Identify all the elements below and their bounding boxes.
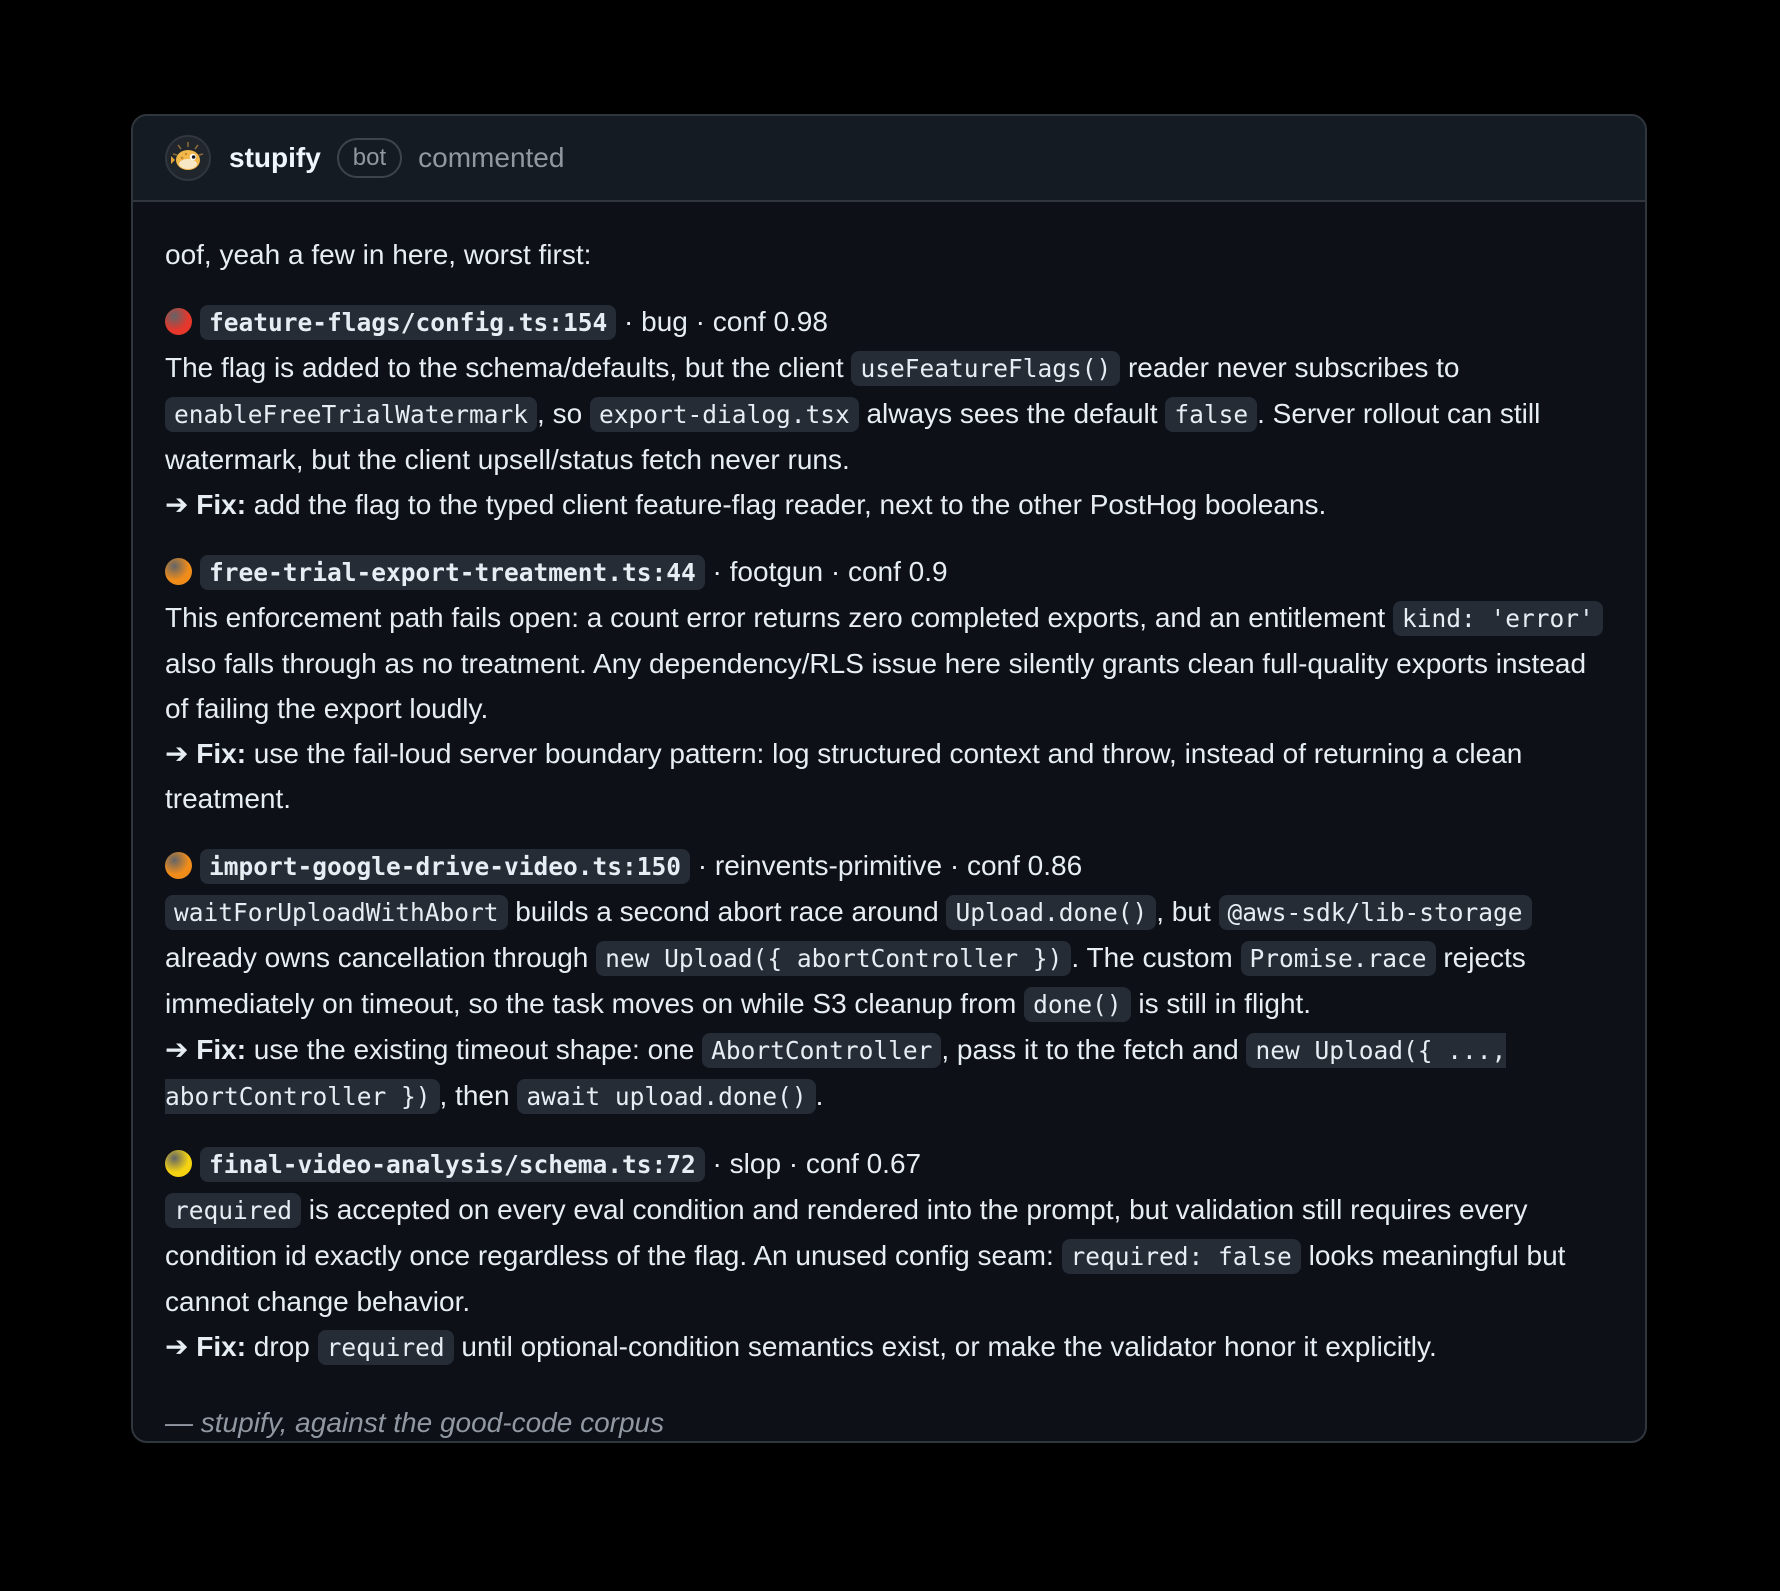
- issue-text: reader never subscribes to: [1120, 352, 1460, 383]
- fix-text: add the flag to the typed client feature-flag reader, next to the other PostHog booleans.: [246, 489, 1327, 520]
- fix-label: Fix:: [196, 1034, 247, 1065]
- issue-description: [165, 345, 1613, 482]
- issue-text: The flag is added to the schema/defaults, but the client: [165, 352, 852, 383]
- issue-description: [165, 1187, 1613, 1324]
- issue-location: free-trial-export-treatment.ts:44: [200, 555, 705, 590]
- issue-text: is accepted on every eval condition and rendered into the prompt, but validation still requires every condition id exactly once regardless of the flag. An unused config seam:: [165, 1194, 1528, 1271]
- issue-text: also falls through as no treatment. Any dependency/RLS issue here silently grants clean full-quality exports instead of failing the export loudly.: [165, 648, 1587, 724]
- issue-text: rejects immediately on timeout, so the task moves on while S3 cleanup from: [165, 942, 1526, 1019]
- issue-heading: [165, 1141, 1613, 1187]
- arrow-right-icon: ➔: [165, 738, 189, 769]
- issue-item: [165, 299, 1613, 527]
- fix-text: .: [815, 1080, 824, 1111]
- comment-action: commented: [418, 142, 565, 173]
- issue-fix: [165, 1324, 1613, 1370]
- issue-heading: [165, 299, 1613, 345]
- issue-item: [165, 549, 1613, 821]
- bot-badge: bot: [337, 138, 402, 178]
- issue-text: always sees the default: [858, 398, 1166, 429]
- fix-text: until optional-condition semantics exist, or make the validator honor it explicitly.: [453, 1331, 1437, 1362]
- arrow-right-icon: ➔: [165, 489, 189, 520]
- issue-text: is still in flight.: [1130, 988, 1312, 1019]
- fix-text: , then: [439, 1080, 518, 1111]
- inline-code: required: false: [1062, 1239, 1301, 1274]
- fix-label: Fix:: [196, 1331, 247, 1362]
- inline-code: kind: 'error': [1393, 601, 1603, 636]
- issue-heading: [165, 549, 1613, 595]
- inline-code: AbortController: [702, 1033, 941, 1068]
- comment-signature: — stupify, against the good-code corpus: [165, 1407, 665, 1438]
- issue-fix: [165, 731, 1613, 821]
- inline-code: required: [318, 1330, 454, 1365]
- fix-text: , pass it to the fetch and: [941, 1034, 1247, 1065]
- issue-text: . Server rollout can still watermark, but the client upsell/status fetch never runs.: [165, 398, 1541, 475]
- inline-code: required: [165, 1193, 301, 1228]
- comment-card: [131, 114, 1647, 1443]
- arrow-right-icon: ➔: [165, 1034, 189, 1065]
- inline-code: false: [1165, 397, 1257, 432]
- issue-text: already owns cancellation through: [165, 942, 597, 973]
- issue-description: [165, 595, 1613, 731]
- comment-author[interactable]: stupify: [229, 142, 321, 173]
- issue-text: This enforcement path fails open: a count error returns zero completed exports, and an entitlement: [165, 602, 1393, 633]
- inline-code: enableFreeTrialWatermark: [165, 397, 537, 432]
- issue-text: , but: [1156, 896, 1219, 927]
- comment-body: [133, 202, 1645, 1443]
- pufferfish-icon: [170, 140, 206, 176]
- issue-location: feature-flags/config.ts:154: [200, 305, 616, 340]
- issue-fix: [165, 1027, 1613, 1119]
- inline-code: export-dialog.tsx: [590, 397, 859, 432]
- inline-code: Promise.race: [1241, 941, 1436, 976]
- issue-meta: · reinvents-primitive · conf 0.86: [690, 850, 1083, 881]
- severity-yellow-icon: [165, 1150, 192, 1177]
- issue-meta: · footgun · conf 0.9: [704, 556, 948, 587]
- inline-code: @aws-sdk/lib-storage: [1219, 895, 1532, 930]
- comment-intro: oof, yeah a few in here, worst first:: [165, 239, 592, 270]
- fix-text: use the existing timeout shape: one: [246, 1034, 703, 1065]
- severity-orange-icon: [165, 558, 192, 585]
- fix-text: use the fail-loud server boundary pattern: log structured context and throw, instead of returning a clean treatment.: [165, 738, 1523, 814]
- issue-location: import-google-drive-video.ts:150: [200, 849, 690, 884]
- issue-heading: [165, 843, 1613, 889]
- inline-code: new Upload({ ..., abortController }): [165, 1033, 1506, 1114]
- inline-code: await upload.done(): [517, 1079, 815, 1114]
- arrow-right-icon: ➔: [165, 1331, 189, 1362]
- inline-code: Upload.done(): [946, 895, 1156, 930]
- issue-item: [165, 843, 1613, 1119]
- comment-header: [133, 116, 1645, 202]
- issue-text: , so: [537, 398, 590, 429]
- inline-code: waitForUploadWithAbort: [165, 895, 508, 930]
- issue-text: looks meaningful but cannot change behavior.: [165, 1240, 1566, 1317]
- issue-meta: · bug · conf 0.98: [616, 306, 828, 337]
- inline-code: new Upload({ abortController }): [596, 941, 1071, 976]
- severity-orange-icon: [165, 852, 192, 879]
- issue-description: [165, 889, 1613, 1027]
- inline-code: done(): [1024, 987, 1131, 1022]
- issue-text: . The custom: [1071, 942, 1241, 973]
- severity-red-icon: [165, 308, 192, 335]
- issue-location: final-video-analysis/schema.ts:72: [200, 1147, 705, 1182]
- issue-meta: · slop · conf 0.67: [704, 1148, 922, 1179]
- fix-label: Fix:: [196, 489, 247, 520]
- fix-label: Fix:: [196, 738, 247, 769]
- issue-item: [165, 1141, 1613, 1370]
- inline-code: useFeatureFlags(): [851, 351, 1120, 386]
- issue-fix: [165, 482, 1613, 527]
- fix-text: drop: [246, 1331, 318, 1362]
- issue-text: builds a second abort race around: [507, 896, 947, 927]
- avatar[interactable]: [165, 135, 211, 181]
